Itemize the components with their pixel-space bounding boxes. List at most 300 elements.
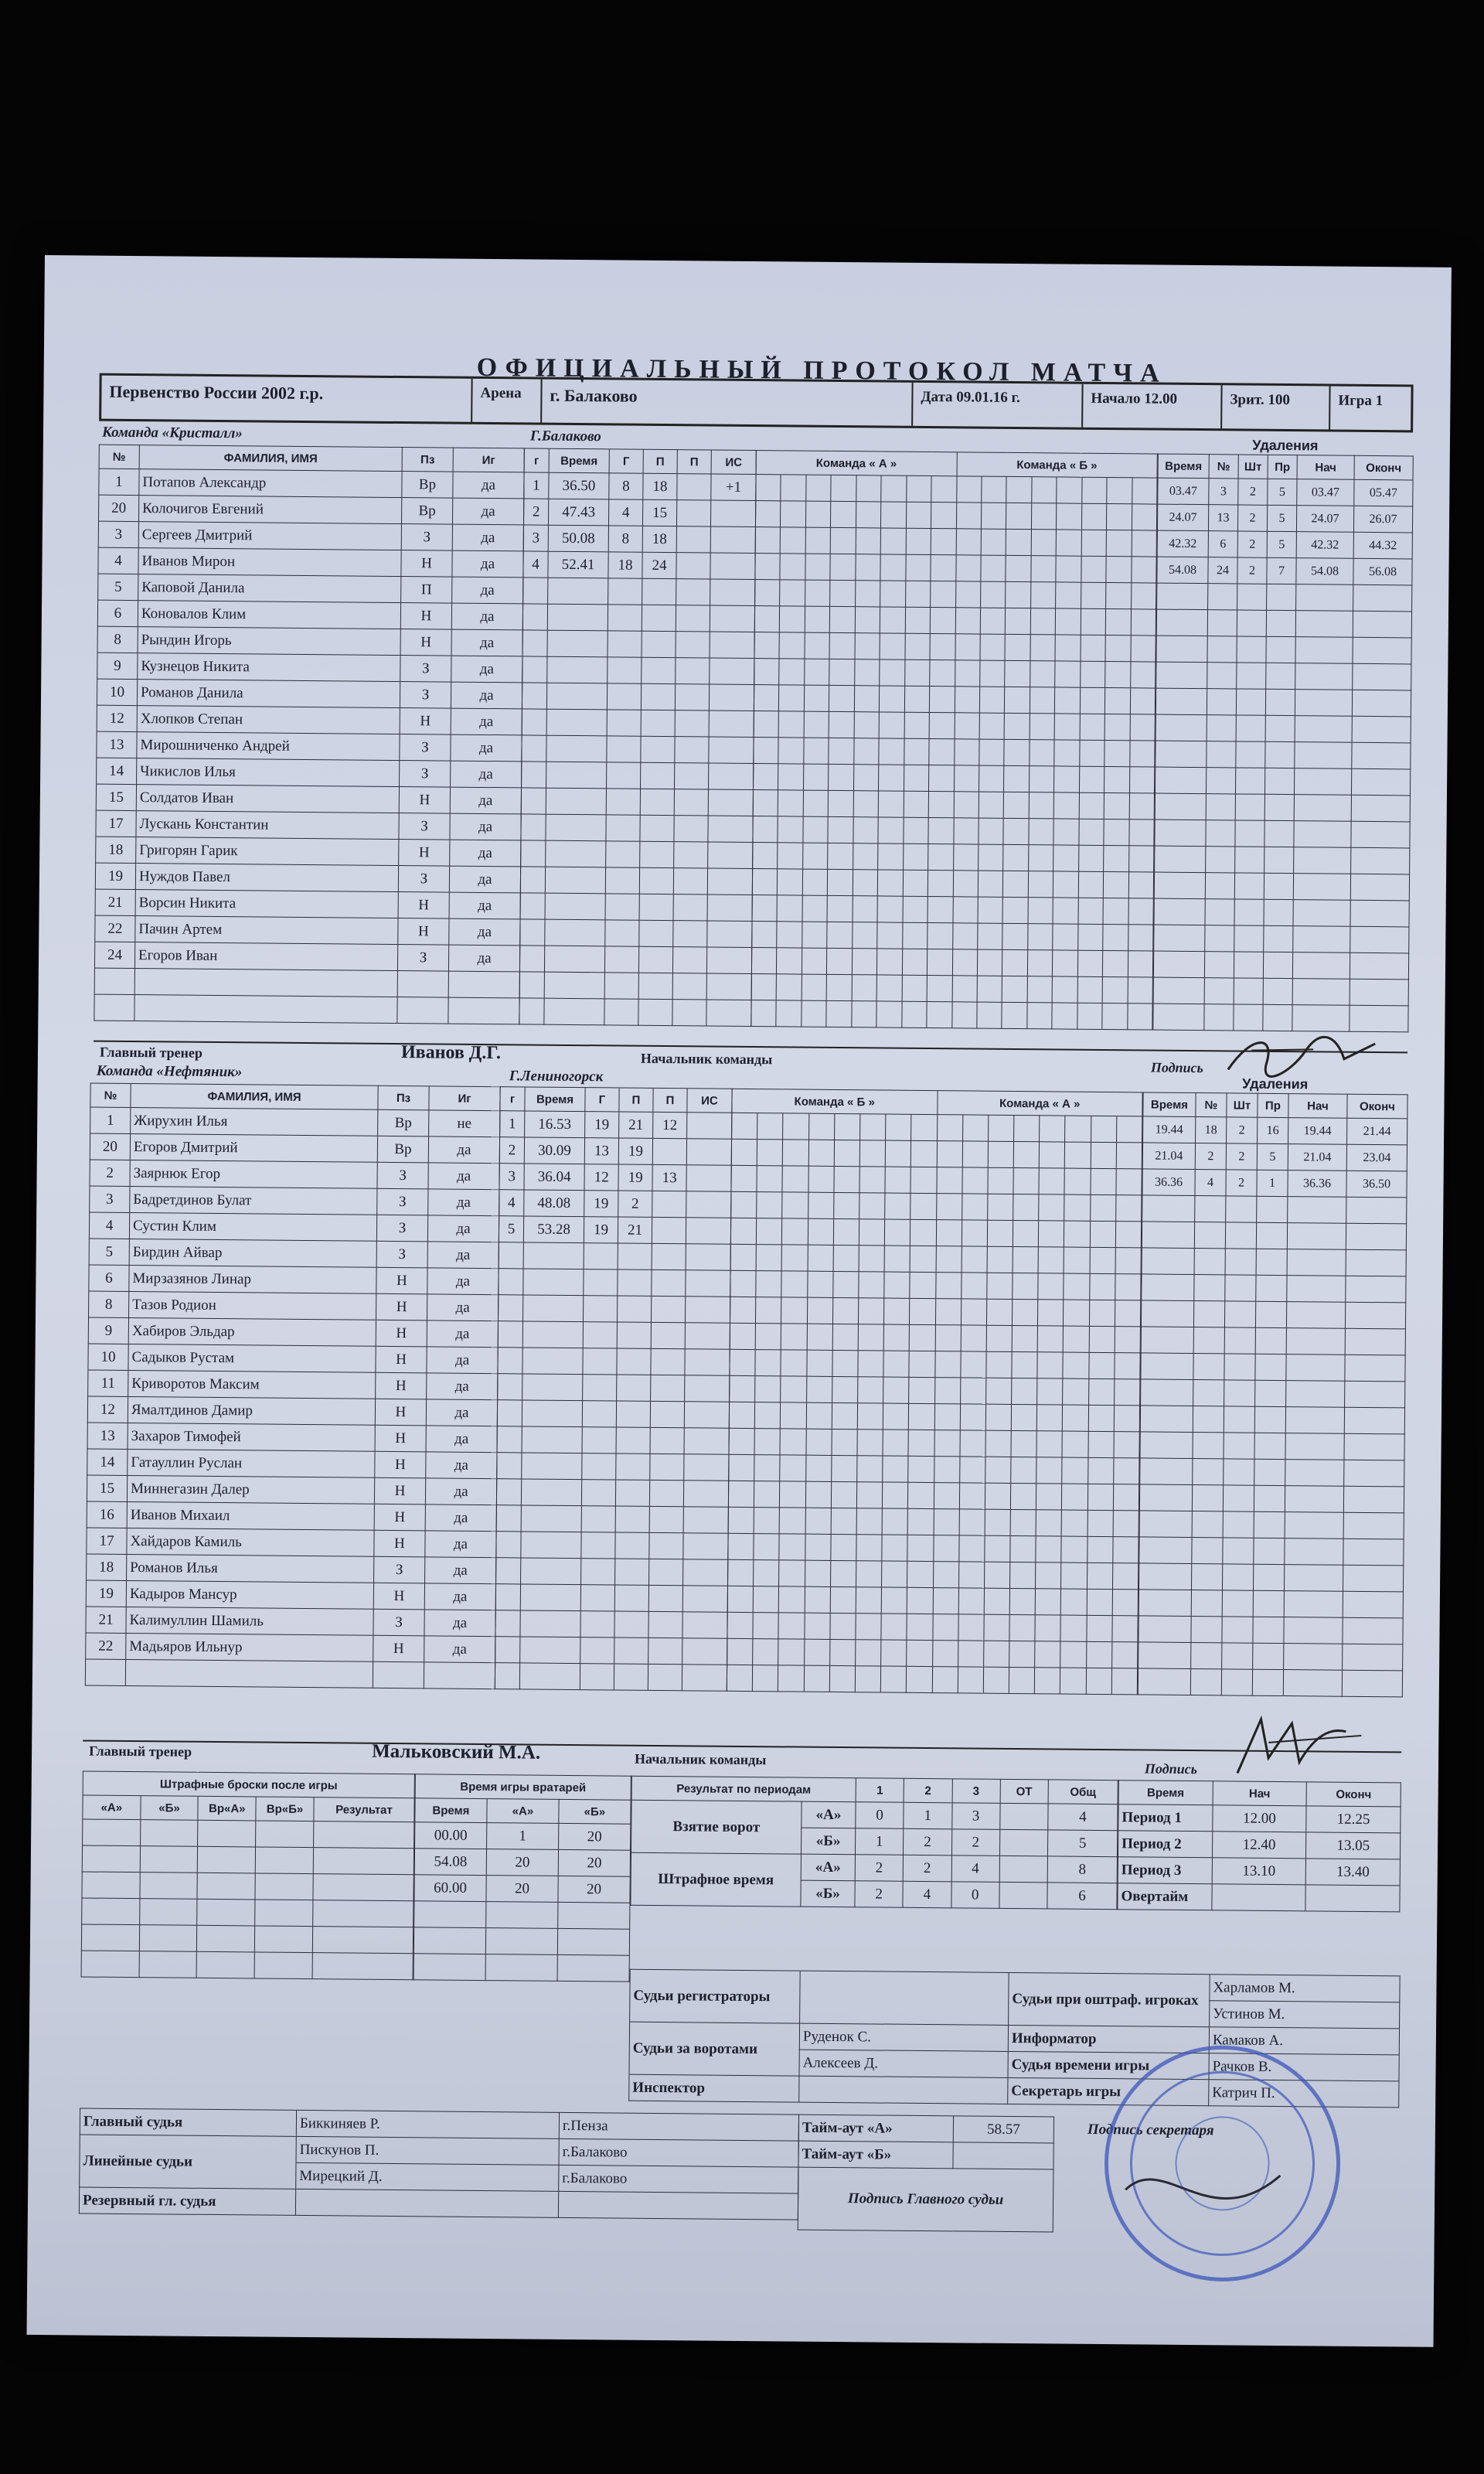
penalty-sh: 2 — [1237, 505, 1267, 531]
penalty-sh — [1224, 1459, 1254, 1485]
grid-cell — [778, 738, 804, 764]
penalty-pr — [1253, 1617, 1284, 1643]
penalty-num — [1194, 1249, 1225, 1275]
penalty-start — [1294, 821, 1351, 848]
goal-g: 1 — [524, 472, 549, 499]
grid-cell — [754, 1429, 780, 1455]
grid-cell — [886, 1114, 911, 1140]
grid-cell — [1006, 608, 1031, 634]
grid-cell — [859, 1193, 885, 1219]
player-played: да — [428, 1163, 499, 1190]
table-row — [522, 683, 754, 711]
table-row — [95, 863, 520, 893]
grid-cell — [830, 580, 856, 606]
goal-p1 — [639, 920, 673, 946]
table-row — [94, 942, 519, 972]
penalty-sh — [1226, 1196, 1257, 1222]
player-played: да — [451, 656, 522, 683]
grid-cell — [880, 659, 905, 686]
grid-cell — [934, 1430, 959, 1457]
penalty-num — [1193, 1301, 1224, 1327]
goal-hs — [709, 684, 754, 711]
grid-cell — [831, 501, 856, 527]
table-row — [519, 972, 751, 1000]
penalty-pr — [1265, 715, 1295, 741]
goal-p2 — [651, 1348, 685, 1375]
goal-p1 — [614, 1637, 648, 1664]
penalty-judge-1: Харламов М. — [1210, 1975, 1400, 2002]
grid-cell — [1039, 1142, 1064, 1168]
goal-goal — [583, 1348, 617, 1375]
grid-cell — [1089, 1300, 1115, 1326]
player-num — [94, 968, 134, 994]
table-row — [752, 869, 1153, 899]
table-row — [87, 1554, 496, 1584]
gk-cell — [558, 1902, 630, 1929]
goal-hs — [710, 500, 755, 527]
goal-goal — [580, 1637, 614, 1664]
grid-cell — [753, 1639, 778, 1665]
penalty-time — [1138, 1668, 1190, 1695]
penalty-pr: 1 — [1257, 1170, 1288, 1196]
goal-p2 — [648, 1611, 682, 1637]
goal-p1 — [618, 1269, 652, 1296]
table-row — [88, 1370, 498, 1400]
grid-cell — [856, 1561, 881, 1587]
grid-cell — [829, 1665, 855, 1692]
grid-cell — [961, 1273, 986, 1299]
table-row — [1139, 1511, 1404, 1539]
penalty-num: 6 — [1208, 531, 1237, 557]
grid-cell — [1077, 1003, 1103, 1029]
penalty-pr — [1265, 689, 1295, 715]
goal-goal — [607, 683, 641, 710]
grid-cell — [754, 738, 779, 764]
grid-cell — [907, 1587, 933, 1614]
grid-cell — [1115, 1248, 1141, 1274]
table-row — [756, 475, 1157, 505]
table-row — [524, 472, 756, 501]
grid-cell — [856, 475, 882, 502]
table-row — [1155, 820, 1410, 848]
grid-cell — [952, 923, 978, 949]
player-played: да — [425, 1505, 496, 1532]
period-value: 4 — [951, 1855, 1000, 1883]
player-num: 14 — [87, 1449, 128, 1475]
grid-cell — [1055, 687, 1081, 714]
player-pos: Н — [401, 550, 452, 578]
grid-cell — [859, 1114, 885, 1140]
grid-cell — [1090, 1221, 1115, 1247]
grid-cell — [859, 1272, 884, 1298]
grid-cell — [1064, 1221, 1090, 1247]
grid-cell — [932, 1614, 958, 1641]
goal-p2 — [648, 1664, 682, 1690]
grid-cell — [1036, 1431, 1062, 1457]
grid-cell — [1037, 1326, 1063, 1352]
grid-cell — [832, 1376, 857, 1402]
goal-p1: 2 — [618, 1191, 652, 1217]
table-row — [499, 1190, 731, 1218]
goal-p2 — [649, 1480, 683, 1506]
grid-cell — [805, 580, 830, 606]
player-num: 5 — [89, 1239, 129, 1265]
player-pos: З — [400, 656, 451, 683]
grid-cell — [980, 634, 1006, 660]
grid-cell — [1055, 635, 1081, 661]
grid-cell — [777, 974, 802, 1000]
grid-cell — [1030, 687, 1055, 714]
grid-cell — [1115, 1327, 1140, 1353]
table-row — [728, 1481, 1139, 1511]
grid-cell — [732, 1113, 757, 1139]
player-pos: З — [377, 1188, 428, 1215]
grid-cell — [909, 1377, 934, 1403]
grid-cell — [1061, 1562, 1087, 1589]
penalty-time — [1141, 1379, 1193, 1406]
table-row — [519, 998, 751, 1027]
player-name: Каповой Данила — [138, 574, 401, 603]
table-row — [497, 1426, 729, 1455]
goal-g — [521, 840, 546, 867]
grid-cell — [1131, 557, 1156, 583]
grid-cell — [904, 738, 929, 765]
team-b-coach-signature — [1222, 1703, 1377, 1782]
grid-cell — [831, 1481, 856, 1508]
grid-cell — [1031, 556, 1057, 582]
table-row — [97, 758, 522, 788]
penalty-start — [1286, 1381, 1345, 1408]
penalty-end — [1350, 900, 1409, 927]
grid-cell — [1131, 636, 1156, 662]
shootout-col: Вр«А» — [198, 1796, 256, 1821]
grid-cell — [1004, 792, 1030, 818]
penalty-start — [1286, 1328, 1345, 1355]
grid-cell — [754, 659, 780, 685]
grid-cell — [979, 687, 1005, 713]
penalty-start — [1286, 1302, 1345, 1329]
period-time-cell: Период 1 — [1118, 1804, 1213, 1832]
grid-cell — [928, 818, 954, 844]
grid-cell — [806, 1350, 832, 1376]
table-row — [499, 1216, 730, 1245]
goal-goal — [582, 1401, 616, 1427]
grid-cell — [977, 1002, 1002, 1028]
goal-goal — [607, 710, 641, 736]
grid-cell — [928, 871, 953, 897]
penalty-pr: 5 — [1268, 479, 1297, 505]
grid-cell — [1013, 1246, 1038, 1273]
penalty-start — [1293, 874, 1350, 901]
table-row — [752, 895, 1153, 925]
table-row — [99, 469, 524, 499]
goal-g — [499, 1242, 523, 1269]
player-name: Егоров Иван — [134, 942, 397, 971]
table-row — [83, 1819, 414, 1849]
team-a-coach: Иванов Д.Г. — [400, 1042, 502, 1064]
table-row — [414, 1875, 630, 1903]
table-row — [1158, 478, 1413, 506]
grid-cell — [906, 475, 931, 502]
grid-cell — [907, 1508, 933, 1535]
grid-cell — [859, 1140, 885, 1167]
table-row — [1156, 636, 1411, 664]
grid-cell — [1087, 1484, 1113, 1510]
grid-cell — [881, 1614, 907, 1640]
grid-cell — [936, 1220, 962, 1246]
penalty-sh: 2 — [1226, 1143, 1257, 1170]
grid-cell — [1105, 635, 1131, 661]
grid-cell — [730, 1349, 755, 1375]
player-num — [94, 994, 134, 1021]
grid-cell — [1053, 819, 1079, 845]
grid-cell — [853, 765, 879, 791]
penalty-end — [1351, 821, 1410, 848]
grid-cell — [1012, 1378, 1037, 1404]
gk-cell — [414, 1901, 486, 1928]
penalty-end — [1343, 1617, 1403, 1644]
table-row — [94, 994, 519, 1024]
goal-p1 — [638, 999, 672, 1025]
grid-cell — [935, 1299, 961, 1325]
grid-cell — [776, 1000, 802, 1027]
team-b-city: Г.Лениногорск — [509, 1068, 604, 1085]
grid-cell — [1111, 1668, 1137, 1695]
table-row — [755, 554, 1156, 584]
grid-cell — [831, 1534, 856, 1560]
player-name: Иванов Мирон — [138, 548, 401, 577]
penalty-time — [1140, 1432, 1193, 1459]
grid-cell — [931, 555, 956, 581]
grid-cell — [1081, 608, 1106, 635]
page-title: ОФИЦИАЛЬНЫЙ ПРОТОКОЛ МАТЧА — [476, 353, 1167, 388]
table-row — [1156, 688, 1411, 717]
grid-cell — [1081, 635, 1106, 661]
grid-cell — [831, 1508, 856, 1534]
goal-hs — [707, 895, 752, 922]
table-row — [1138, 1668, 1402, 1697]
player-name: Романов Илья — [127, 1554, 374, 1583]
goal-p2 — [672, 1000, 706, 1026]
grid-cell — [1064, 1194, 1090, 1221]
grid-cell — [984, 1588, 1009, 1614]
grid-cell — [927, 975, 952, 1001]
goal-p2 — [675, 763, 709, 789]
grid-cell — [934, 1509, 959, 1535]
goal-hs — [686, 1165, 731, 1192]
grid-cell — [1035, 1641, 1060, 1668]
penalty-sh — [1222, 1643, 1253, 1669]
penalty-start — [1284, 1591, 1343, 1618]
grid-cell — [752, 895, 778, 922]
table-row — [522, 735, 754, 764]
player-num: 4 — [98, 547, 138, 574]
player-name: Гатауллин Руслан — [128, 1449, 375, 1477]
grid-cell — [730, 1244, 756, 1270]
grid-cell — [1036, 1457, 1062, 1484]
penalty-sh — [1235, 820, 1264, 847]
goal-g — [496, 1558, 521, 1584]
grid-cell — [904, 791, 929, 817]
period-time-cell — [1212, 1884, 1306, 1911]
table-row — [1139, 1484, 1404, 1513]
grid-cell — [930, 608, 955, 634]
penalty-sh — [1237, 663, 1266, 689]
grid-cell — [832, 1350, 858, 1376]
grid-cell — [956, 503, 982, 529]
grid-cell — [779, 1560, 805, 1586]
grid-cell — [903, 870, 928, 896]
grid-cell — [959, 1483, 985, 1509]
goal-hs — [709, 711, 754, 738]
grid-cell — [1039, 1168, 1064, 1194]
table-row — [522, 656, 754, 685]
grid-cell — [930, 660, 955, 687]
player-played: да — [427, 1242, 499, 1269]
gk-cell — [557, 1954, 629, 1982]
team-a-penalties-title: Удаления — [1252, 437, 1319, 454]
grid-cell — [934, 1483, 959, 1509]
grid-cell — [988, 1194, 1013, 1220]
penalty-sh — [1236, 741, 1265, 768]
penalty-end — [1344, 1460, 1404, 1487]
shootout-cell — [82, 1845, 140, 1873]
grid-cell — [955, 555, 981, 581]
goal-p1 — [617, 1348, 651, 1375]
table-row — [1139, 1537, 1404, 1566]
penalty-time — [1156, 688, 1207, 715]
penalty-pr — [1255, 1354, 1286, 1380]
penalty-start — [1287, 1249, 1346, 1276]
table-row — [520, 867, 752, 895]
grid-cell — [1104, 819, 1129, 845]
penalty-pr — [1254, 1511, 1285, 1538]
grid-cell — [1056, 582, 1081, 608]
timeout-a-label: Тайм-аут «А» — [798, 2114, 953, 2142]
period-col: 2 — [904, 1778, 952, 1803]
grid-cell — [931, 581, 956, 608]
player-pos: Н — [399, 840, 450, 867]
team-b-manager-label: Начальник команды — [634, 1750, 767, 1768]
grid-cell — [853, 843, 878, 870]
player-num: 17 — [87, 1528, 127, 1554]
table-row — [1155, 846, 1410, 874]
grid-cell — [1130, 688, 1156, 714]
penalty-num — [1206, 794, 1235, 820]
player-pos: Н — [374, 1477, 425, 1505]
period-value: 6 — [1047, 1883, 1117, 1910]
col-hs: ИС — [711, 450, 756, 475]
grid-cell — [907, 1666, 932, 1692]
table-row — [1154, 925, 1409, 953]
grid-cell — [1088, 1378, 1114, 1405]
col-goal: Г — [609, 449, 643, 473]
grid-cell — [728, 1533, 754, 1559]
player-pos: Н — [400, 603, 451, 630]
grid-cell — [1114, 1379, 1139, 1406]
table-row — [1139, 1616, 1403, 1644]
grid-cell — [1114, 1432, 1139, 1458]
grid-cell — [1012, 1351, 1037, 1378]
grid-cell — [754, 1402, 780, 1429]
grid-cell — [806, 1376, 832, 1402]
penalty-time — [1156, 714, 1207, 741]
player-name: Романов Данила — [137, 680, 400, 708]
grid-cell — [1090, 1194, 1115, 1221]
grid-cell — [833, 1218, 859, 1245]
goal-p2 — [673, 895, 707, 921]
goal-p1 — [617, 1322, 651, 1348]
grid-cell — [829, 764, 854, 790]
table-row — [87, 1475, 496, 1505]
penalty-sh — [1224, 1380, 1255, 1406]
goal-time: 16.53 — [525, 1111, 585, 1138]
grid-cell — [1036, 1562, 1061, 1589]
table-row — [86, 1580, 495, 1610]
grid-cell — [853, 817, 879, 843]
grid-cell — [805, 1586, 830, 1613]
goalkeeper-time-table — [414, 1774, 631, 1982]
table-row — [730, 1270, 1141, 1300]
grid-cell — [906, 502, 931, 528]
grid-cell — [985, 1535, 1010, 1562]
table-row — [522, 630, 754, 659]
grid-cell — [856, 1508, 882, 1535]
grid-cell — [832, 1402, 857, 1429]
grid-cell — [985, 1483, 1010, 1509]
player-played: да — [450, 813, 521, 840]
table-row — [499, 1164, 731, 1192]
grid-cell — [910, 1272, 935, 1298]
shootout-cell — [198, 1820, 256, 1847]
grid-cell — [1057, 477, 1082, 503]
player-name: Калимуллин Шамиль — [126, 1607, 373, 1635]
grid-cell — [1013, 1141, 1039, 1167]
gk-cell — [557, 1928, 629, 1955]
grid-cell — [934, 1351, 960, 1378]
grid-cell — [856, 1482, 882, 1508]
penalty-time — [1154, 925, 1205, 952]
shootout-cell — [139, 1925, 197, 1952]
goal-p2 — [674, 842, 708, 868]
grid-cell — [1089, 1326, 1115, 1352]
period-times-table — [1117, 1780, 1401, 1912]
table-row — [82, 1898, 414, 1927]
player-num: 14 — [97, 758, 137, 784]
penalty-start — [1294, 768, 1351, 796]
table-row — [89, 1265, 499, 1295]
grid-cell — [1129, 793, 1155, 820]
table-row — [1118, 1857, 1400, 1886]
grid-cell — [928, 922, 953, 949]
penalty-end: 23.04 — [1346, 1144, 1407, 1171]
col-goal: Г — [585, 1088, 619, 1112]
grid-cell — [781, 1324, 807, 1350]
grid-cell — [804, 711, 829, 738]
grid-cell — [802, 948, 827, 974]
grid-cell — [754, 1455, 780, 1481]
grid-cell — [834, 1113, 859, 1140]
pen-col-end: Оконч — [1354, 455, 1413, 480]
penalty-num — [1207, 610, 1237, 636]
goal-time: 30.09 — [524, 1137, 584, 1164]
penalty-end: 21.44 — [1347, 1118, 1407, 1145]
grid-cell — [1103, 950, 1128, 976]
col-assist2: П — [653, 1088, 687, 1112]
penalty-pr — [1255, 1327, 1286, 1354]
arena-value: г. Балаково — [542, 380, 913, 426]
goal-p2 — [674, 789, 708, 816]
